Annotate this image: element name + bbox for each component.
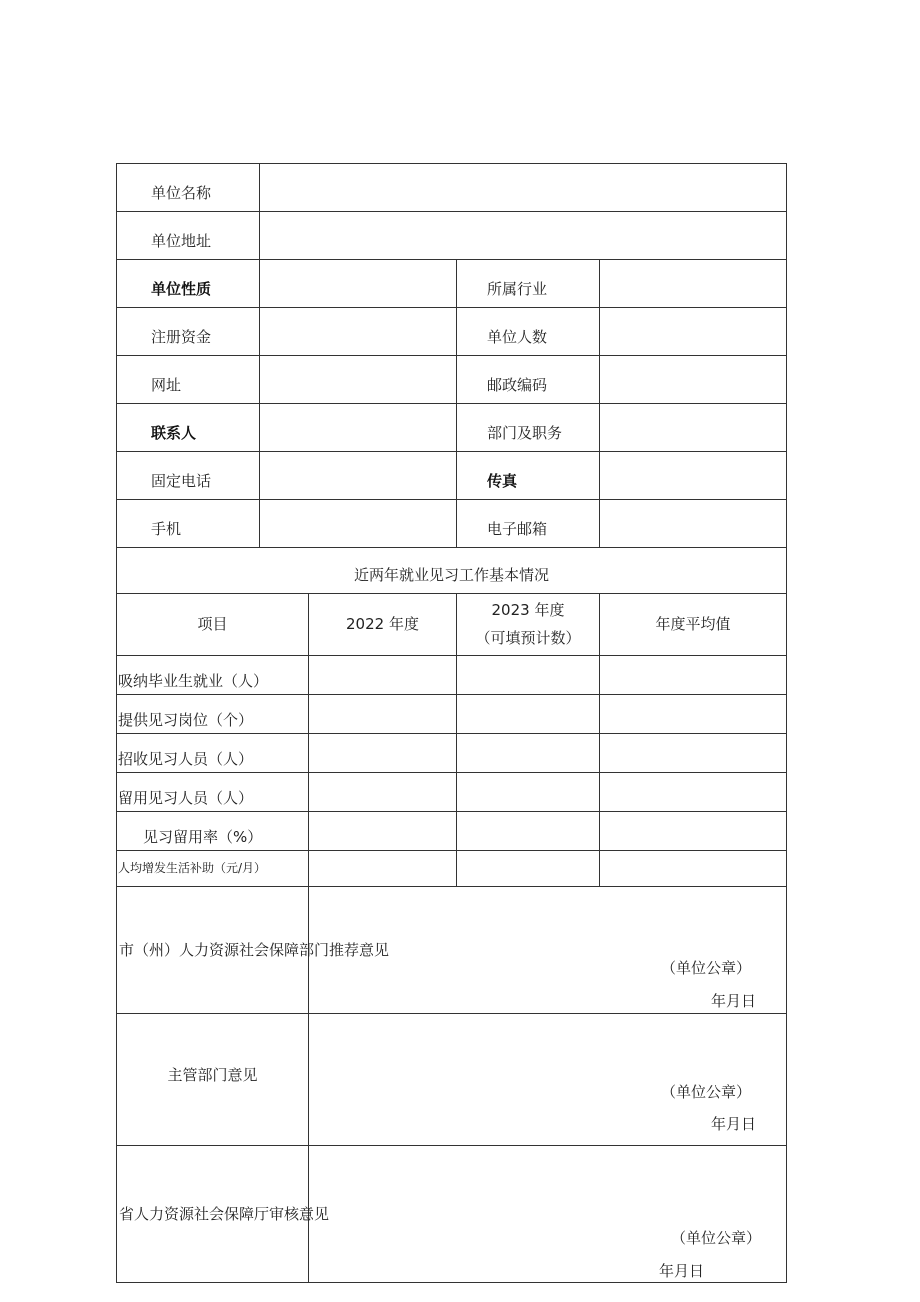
seal-text: （单位公章） [671,1229,762,1247]
date-text: 年月日 [711,1115,757,1133]
field-website[interactable] [260,356,457,404]
row-unit-address [117,212,787,260]
stats-cell-2022[interactable] [309,656,457,695]
form-table [116,163,787,1283]
field-industry[interactable] [600,260,787,308]
seal-text: （单位公章） [661,1083,752,1101]
stats-cell-2022[interactable] [309,734,457,773]
stats-row [117,773,787,812]
stats-row [117,695,787,734]
row-contact [117,404,787,452]
field-unit-name[interactable] [260,164,787,212]
stats-row-label: 人均增发生活补助（元/月） [117,851,309,887]
label-postal-code: 邮政编码 [457,356,600,404]
field-mobile[interactable] [260,500,457,548]
date-text: 年月日 [711,992,757,1010]
label-contact: 联系人 [117,404,260,452]
row-unit-name [117,164,787,212]
stats-cell-average[interactable] [600,656,787,695]
col-header-2023 [457,594,600,656]
col-header-2023-year: 2023 年度 [491,601,565,620]
row-unit-nature [117,260,787,308]
section-title-row [117,548,787,594]
stats-cell-average[interactable] [600,851,787,887]
stats-cell-2023[interactable] [457,773,600,812]
field-contact[interactable] [260,404,457,452]
label-registered-capital: 注册资金 [117,308,260,356]
label-unit-nature: 单位性质 [117,260,260,308]
opinion-row-dept [117,1014,787,1146]
label-dept-position: 部门及职务 [457,404,600,452]
stats-cell-average[interactable] [600,734,787,773]
label-unit-name: 单位名称 [117,164,260,212]
stats-cell-2023[interactable] [457,851,600,887]
stats-cell-2023[interactable] [457,812,600,851]
field-unit-nature[interactable] [260,260,457,308]
field-landline[interactable] [260,452,457,500]
stats-cell-2022[interactable] [309,773,457,812]
stats-cell-2022[interactable] [309,851,457,887]
stats-cell-average[interactable] [600,695,787,734]
stats-row-label: 招收见习人员（人） [117,734,309,773]
stats-row-label: 提供见习岗位（个） [117,695,309,734]
label-fax: 传真 [457,452,600,500]
row-website [117,356,787,404]
stats-cell-2023[interactable] [457,656,600,695]
stats-row-label: 留用见习人员（人） [117,773,309,812]
label-headcount: 单位人数 [457,308,600,356]
stats-cell-2022[interactable] [309,812,457,851]
row-landline [117,452,787,500]
opinion-field-city[interactable] [309,887,787,1014]
stats-row-label: 见习留用率（%） [117,812,309,851]
col-header-2023-note: （可填预计数） [475,629,581,647]
stats-header-row [117,594,787,656]
stats-cell-2023[interactable] [457,734,600,773]
stats-row [117,656,787,695]
label-unit-address: 单位地址 [117,212,260,260]
field-dept-position[interactable] [600,404,787,452]
field-unit-address[interactable] [260,212,787,260]
stats-cell-average[interactable] [600,773,787,812]
stats-row-label: 吸纳毕业生就业（人） [117,656,309,695]
opinion-label-province: 省人力资源社会保障厅审核意见 [117,1146,309,1283]
field-email[interactable] [600,500,787,548]
opinion-row-city [117,887,787,1014]
opinion-row-province [117,1146,787,1283]
row-registered-capital [117,308,787,356]
section-title: 近两年就业见习工作基本情况 [117,548,787,594]
stats-cell-2023[interactable] [457,695,600,734]
opinion-label-dept: 主管部门意见 [117,1014,309,1146]
opinion-field-dept[interactable] [309,1014,787,1146]
col-header-average: 年度平均值 [600,594,787,656]
stats-cell-2022[interactable] [309,695,457,734]
stats-row [117,734,787,773]
date-text: 年月日 [659,1262,705,1280]
label-website: 网址 [117,356,260,404]
stats-row [117,812,787,851]
label-landline: 固定电话 [117,452,260,500]
col-header-2022: 2022 年度 [309,594,457,656]
opinion-label-city: 市（州）人力资源社会保障部门推荐意见 [117,887,309,1014]
label-email: 电子邮箱 [457,500,600,548]
stats-cell-average[interactable] [600,812,787,851]
col-header-item: 项目 [117,594,309,656]
field-postal-code[interactable] [600,356,787,404]
field-registered-capital[interactable] [260,308,457,356]
opinion-field-province[interactable] [309,1146,787,1283]
label-industry: 所属行业 [457,260,600,308]
label-mobile: 手机 [117,500,260,548]
field-headcount[interactable] [600,308,787,356]
field-fax[interactable] [600,452,787,500]
row-mobile [117,500,787,548]
seal-text: （单位公章） [661,959,752,977]
stats-row [117,851,787,887]
